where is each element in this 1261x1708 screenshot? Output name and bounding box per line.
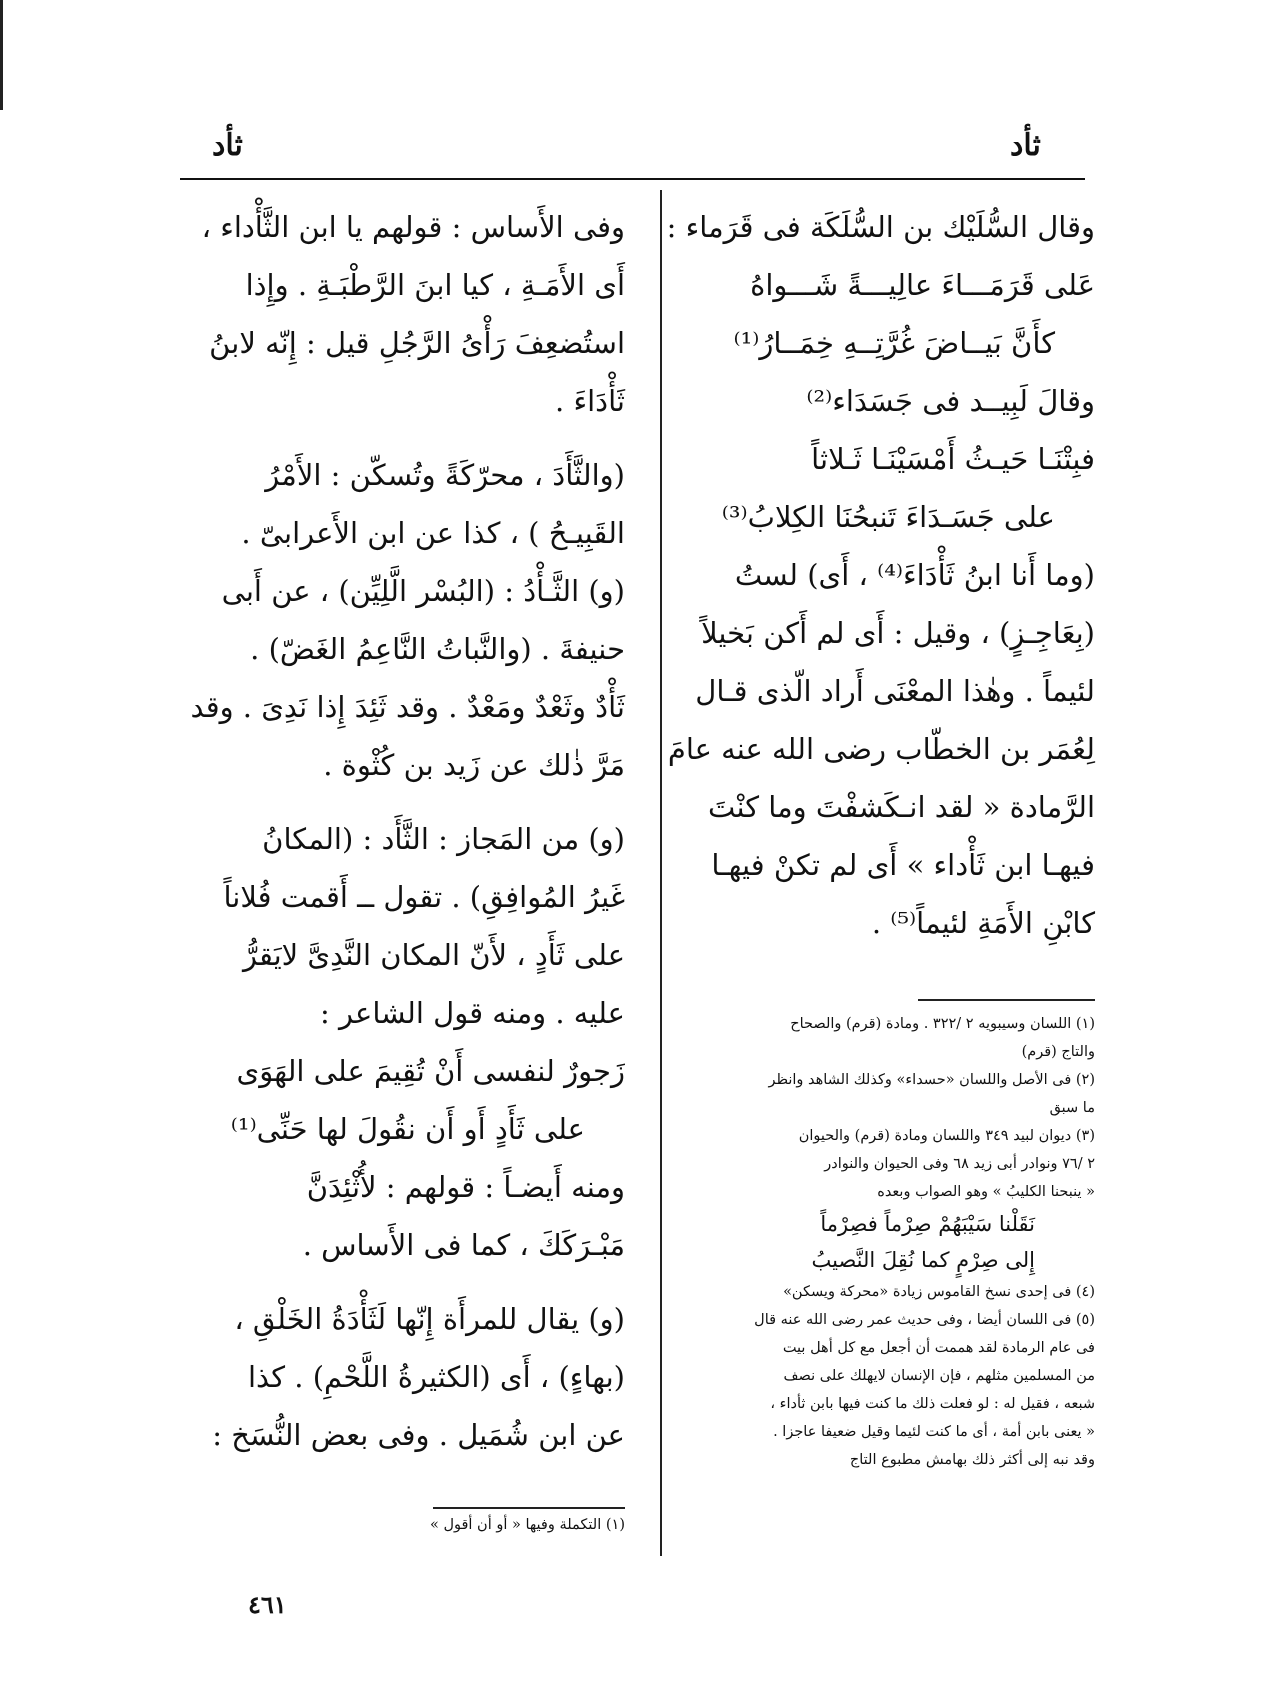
verse-line: على جَسَـدَاءَ تَنبحُنَا الكِلابُ⁽³⁾ <box>721 500 1055 534</box>
text-line: (والثَّأَدَ ، محرّكَةً وتُسكّن : الأَمْرُ <box>265 458 625 492</box>
page-number: ٤٦١ <box>248 1590 287 1619</box>
text-line: وفى الأَساس : قولهم يا ابن الثَّأْداء ، <box>201 210 625 244</box>
text-line: أَى الأَمَـةِ ، كيا ابنَ الرَّطْبَـةِ . وإِذا <box>245 268 625 302</box>
text-line: ومنه أَيضـاً : قولهم : لأُثْئِدَنَّ <box>306 1170 625 1204</box>
header-rule <box>180 178 1085 180</box>
paragraph-gap <box>170 794 625 810</box>
text-line: وقال السُّلَيْك بن السُّلَكَة فى قَرَماء : <box>666 210 1095 244</box>
footnote-line: من المسلمين مثلهم ، فإن الإنسان لايهلك على نصف <box>783 1368 1095 1384</box>
text-line: فيهـا ابن ثَأْداء » أَى لم تكنْ فيهـا <box>711 848 1095 882</box>
footnote-rule-left <box>433 1507 625 1509</box>
footnote-line: (٣) ديوان لبيد ٣٤٩ واللسان ومادة (قرم) والحيوان <box>798 1128 1095 1144</box>
text-line: على ثَأَدٍ ، لأَنّ المكان النَّدِىَّ لايَقرُّ <box>242 938 625 972</box>
text-line: القَبِيـحُ ) ، كذا عن ابن الأَعرابىّ . <box>241 516 625 550</box>
text-line: (وما أَنا ابنُ ثَأْدَاءَ⁽⁴⁾ ، أَى) لستُ <box>734 558 1095 592</box>
text-line: حنيفةَ . (والنَّباتُ النَّاعِمُ الغَضّ) . <box>250 632 625 666</box>
text-line: الرَّمادة « لقد انـكَشفْتَ وما كنْتَ <box>708 790 1095 824</box>
verse-line: زَجورٌ لنفسى أَنْ تُقِيمَ على الهَوَى <box>236 1054 625 1088</box>
right-column <box>666 198 1095 952</box>
footnote-rule-right <box>918 999 1095 1001</box>
footnote-line: (٢) فى الأصل واللسان «حسداء» وكذلك الشاهد وانظر <box>768 1072 1095 1088</box>
column-divider <box>660 190 662 1556</box>
text-line: (و) يقال للمرأَة إِنّها لَثَأْدَةُ الخَلْقِ ، <box>234 1302 625 1336</box>
verse-line: على ثَأَدٍ أَو أَن نقُولَ لها حَنِّى⁽¹⁾ <box>230 1112 585 1146</box>
text-line: (و) من المَجاز : الثَّأَد : (المكانُ <box>262 822 625 856</box>
running-header-left: ثأد <box>212 128 243 163</box>
footnote-line: (١) اللسان وسيبويه ٢ /٣٢٢ . ومادة (قرم) والصحاح <box>790 1016 1095 1032</box>
footnote-line: نَقَلْنا سَيْبَهُمْ صِرْماً فصِرْماً <box>820 1212 1035 1236</box>
verse-line: كأَنَّ بَيــاضَ غُرَّتِــهِ خِمَــارُ⁽¹⁾ <box>733 326 1055 360</box>
footnote-line: والتاج (قرم) <box>1021 1044 1095 1060</box>
text-line: (و) الثَّـأْدُ : (البُسْر الَّلِيِّن) ، عن أَبى <box>221 574 625 608</box>
text-line: عن ابن شُمَيل . وفى بعض النُّسَخ : <box>212 1418 625 1452</box>
footnote-line: شبعه ، فقيل له : لو فعلت ذلك ما كنت فيها بابن ثأداء ، <box>770 1396 1095 1412</box>
footnote-line: (٤) فى إحدى نسخ القاموس زيادة «محركة ويسكن» <box>783 1284 1095 1300</box>
text-line: (بِعَاجِـزٍ) ، وقيل : أَى لم أَكن بَخيلاً <box>701 616 1095 650</box>
footnotes-right <box>690 1010 1095 1474</box>
footnote-line: ما سبق <box>1049 1100 1095 1116</box>
text-line: مَرَّ ذٰلك عن زَيد بن كُثْوة . <box>323 748 625 782</box>
footnote-line: « يعنى بابن أمة ، أى ما كنت لئيما وقيل ضعيفا عاجزا . <box>773 1424 1095 1440</box>
text-line: ثَأْدَاءَ . <box>555 384 625 418</box>
text-line: غَيرُ المُوافِقِ) . تقول ــ أَقمت فُلاناً <box>223 880 625 914</box>
verse-line: فبِتْنَـا حَيـثُ أَمْسَيْنَـا ثَـلاثاً <box>811 442 1095 476</box>
text-line: استُضعِفَ رَأْىُ الرَّجُلِ قيل : إِنّه لابنُ <box>209 326 625 360</box>
footnote-line: وقد نبه إلى أكثر ذلك بهامش مطبوع التاج <box>849 1452 1095 1468</box>
verse-line: عَلى قَرَمَـــاءَ عالِيـــةً شَـــواهُ <box>750 268 1095 302</box>
text-line: وقالَ لَبِيــد فى جَسَدَاء⁽²⁾ <box>806 384 1095 418</box>
footnote-left: (١) التكملة وفيها « أو أن أقول » <box>429 1517 625 1533</box>
left-column <box>170 198 625 1464</box>
text-line: لِعُمَر بن الخطّاب رضى الله عنه عامَ <box>667 732 1095 766</box>
text-line: ثَأْدٌ وثَعْدٌ ومَعْدٌ . وقد ثَئِدَ إِذا نَدِىَ . وقد <box>190 690 625 724</box>
paragraph-gap <box>170 1274 625 1290</box>
text-line: كابْنِ الأَمَةِ لئيماً⁽⁵⁾ . <box>871 906 1095 940</box>
footnote-line: (٥) فى اللسان أيضا ، وفى حديث عمر رضى الله عنه قال <box>754 1312 1095 1328</box>
text-line: مَبْـرَكَكَ ، كما فى الأَساس . <box>302 1228 625 1262</box>
footnote-line: إِلى صِرْمٍ كما نُقِلَ النَّصيبُ <box>811 1248 1035 1272</box>
paragraph-gap <box>170 430 625 446</box>
text-line: (بهاءٍ) ، أَى (الكثيرةُ اللَّحْمِ) . كذا <box>247 1360 625 1394</box>
footnote-line: فى عام الرمادة لقد هممت أن أجعل مع كل أهل بيت <box>782 1340 1095 1356</box>
page-edge <box>0 0 3 110</box>
text-line: عليه . ومنه قول الشاعر : <box>320 996 625 1030</box>
footnote-line: ٢ /٧٦ ونوادر أبى زيد ٦٨ وفى الحيوان والنوادر <box>824 1156 1095 1172</box>
running-header-right: ثأد <box>1010 128 1041 163</box>
footnote-line: « ينبحنا الكليبُ » وهو الصواب وبعده <box>877 1184 1095 1200</box>
text-line: لئيماً . وهٰذا المعْنَى أَراد الّذى قـال <box>695 674 1095 708</box>
